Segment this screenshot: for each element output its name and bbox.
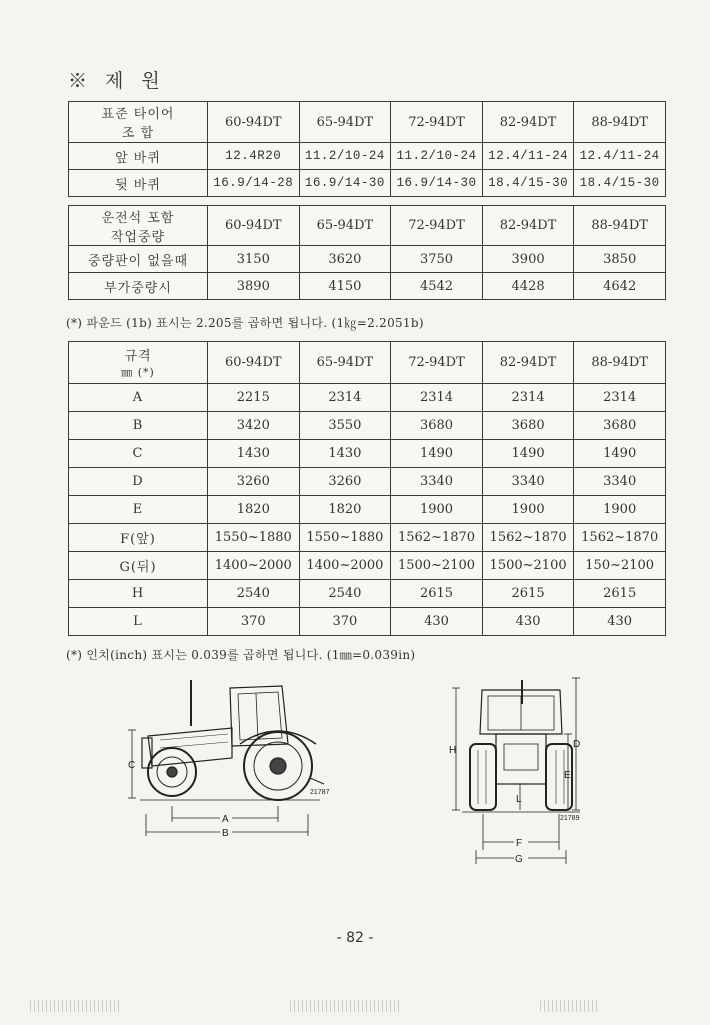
model-header: 82-94DT: [482, 206, 574, 246]
cell: 3420: [208, 412, 300, 440]
row-label: 앞 바퀴: [69, 143, 208, 170]
cell: 2615: [482, 580, 574, 608]
cell: 3340: [391, 468, 483, 496]
cell: 3260: [299, 468, 391, 496]
scan-artifact: [290, 1000, 400, 1012]
tire-header-line2: 조 합: [121, 126, 155, 141]
row-label: 중량판이 없을때: [69, 246, 208, 273]
row-label: F(앞): [69, 524, 208, 552]
cell: 2215: [208, 384, 300, 412]
cell: 3680: [482, 412, 574, 440]
rear-label-h: H: [449, 745, 457, 756]
cell: 430: [482, 608, 574, 636]
cell: 430: [574, 608, 666, 636]
tire-table: [68, 101, 666, 197]
scan-artifact: [540, 1000, 600, 1012]
side-label-c: C: [128, 760, 136, 771]
table-row: [69, 412, 666, 440]
model-header: 65-94DT: [299, 342, 391, 384]
cell: 1820: [299, 496, 391, 524]
weight-header-line1: 운전석 포함: [101, 210, 175, 226]
row-label: 부가중량시: [69, 273, 208, 300]
cell: 12.4/11-24: [482, 143, 574, 170]
table-row: [69, 273, 666, 300]
model-header: 82-94DT: [482, 102, 574, 143]
row-label: D: [69, 468, 208, 496]
cell: 1400~2000: [299, 552, 391, 580]
row-label: E: [69, 496, 208, 524]
model-header: 72-94DT: [391, 102, 483, 143]
cell: 1562~1870: [391, 524, 483, 552]
table-row: [69, 580, 666, 608]
cell: 16.9/14-30: [391, 170, 483, 197]
table-row: [69, 246, 666, 273]
cell: 2314: [391, 384, 483, 412]
cell: 1490: [482, 440, 574, 468]
model-header: 72-94DT: [391, 206, 483, 246]
cell: 3680: [391, 412, 483, 440]
row-label: A: [69, 384, 208, 412]
dimension-header-line1: 규격: [124, 349, 152, 364]
cell: 3750: [391, 246, 483, 273]
page-title: ※ 제 원: [68, 70, 166, 92]
cell: 1430: [208, 440, 300, 468]
weight-header: [69, 206, 208, 246]
weight-header-line2: 작업중량: [110, 229, 166, 245]
page-number: - 82 -: [336, 930, 374, 946]
cell: 3900: [482, 246, 574, 273]
cell: 2615: [574, 580, 666, 608]
cell: 3260: [208, 468, 300, 496]
cell: 1820: [208, 496, 300, 524]
model-header: 82-94DT: [482, 342, 574, 384]
cell: 2314: [299, 384, 391, 412]
cell: 11.2/10-24: [391, 143, 483, 170]
cell: 3150: [208, 246, 300, 273]
cell: 1900: [574, 496, 666, 524]
cell: 16.9/14-28: [208, 170, 300, 197]
row-label: H: [69, 580, 208, 608]
cell: 370: [299, 608, 391, 636]
side-label-a: A: [222, 814, 229, 825]
cell: 3680: [574, 412, 666, 440]
row-label: G(뒤): [69, 552, 208, 580]
cell: 1500~2100: [391, 552, 483, 580]
cell: 1500~2100: [482, 552, 574, 580]
inch-note: (*) 인치(inch) 표시는 0.039를 곱하면 됩니다. (1㎜=0.039in): [66, 648, 416, 662]
cell: 1550~1880: [208, 524, 300, 552]
cell: 11.2/10-24: [299, 143, 391, 170]
weight-table: [68, 205, 666, 300]
rear-label-g: G: [515, 854, 523, 865]
model-header: 65-94DT: [299, 102, 391, 143]
table-row: [69, 608, 666, 636]
model-header: 88-94DT: [574, 102, 666, 143]
row-label: L: [69, 608, 208, 636]
table-row: [69, 468, 666, 496]
table-row: [69, 170, 666, 197]
row-label: B: [69, 412, 208, 440]
row-label: C: [69, 440, 208, 468]
table-row: [69, 524, 666, 552]
cell: 3550: [299, 412, 391, 440]
cell: 1490: [391, 440, 483, 468]
row-label: 뒷 바퀴: [69, 170, 208, 197]
cell: 4150: [299, 273, 391, 300]
cell: 2540: [208, 580, 300, 608]
cell: 370: [208, 608, 300, 636]
cell: 1490: [574, 440, 666, 468]
cell: 2314: [574, 384, 666, 412]
tractor-rear-view-figure: [440, 674, 590, 870]
cell: 3850: [574, 246, 666, 273]
cell: 1550~1880: [299, 524, 391, 552]
model-header: 72-94DT: [391, 342, 483, 384]
cell: 18.4/15-30: [574, 170, 666, 197]
cell: 150~2100: [574, 552, 666, 580]
dimension-table: [68, 341, 666, 636]
cell: 4428: [482, 273, 574, 300]
table-row: [69, 496, 666, 524]
dimension-header-line2: ㎜ (*): [121, 366, 155, 379]
rear-label-f: F: [516, 838, 523, 849]
cell: 12.4/11-24: [574, 143, 666, 170]
tire-header-line1: 표준 타이어: [101, 107, 175, 122]
model-header: 88-94DT: [574, 342, 666, 384]
dimension-header: [69, 342, 208, 384]
cell: 3620: [299, 246, 391, 273]
rear-figure-number: 21789: [560, 815, 580, 822]
rear-label-e: E: [564, 770, 571, 781]
cell: 1562~1870: [482, 524, 574, 552]
cell: 430: [391, 608, 483, 636]
cell: 2615: [391, 580, 483, 608]
table-row: [69, 384, 666, 412]
cell: 1900: [482, 496, 574, 524]
cell: 16.9/14-30: [299, 170, 391, 197]
cell: 1562~1870: [574, 524, 666, 552]
tractor-side-view-figure: [120, 674, 330, 844]
cell: 18.4/15-30: [482, 170, 574, 197]
cell: 2314: [482, 384, 574, 412]
cell: 4542: [391, 273, 483, 300]
cell: 3340: [574, 468, 666, 496]
cell: 3890: [208, 273, 300, 300]
cell: 1900: [391, 496, 483, 524]
rear-label-d: D: [573, 739, 581, 750]
table-row: [69, 440, 666, 468]
tire-header: [69, 102, 208, 143]
model-header: 60-94DT: [208, 102, 300, 143]
scan-artifact: [30, 1000, 120, 1012]
cell: 3340: [482, 468, 574, 496]
side-figure-number: 21787: [310, 789, 330, 796]
model-header: 65-94DT: [299, 206, 391, 246]
table-row: [69, 143, 666, 170]
cell: 2540: [299, 580, 391, 608]
cell: 1400~2000: [208, 552, 300, 580]
rear-label-l: L: [516, 794, 522, 805]
model-header: 60-94DT: [208, 206, 300, 246]
table-row: [69, 552, 666, 580]
cell: 12.4R20: [208, 143, 300, 170]
pound-note: (*) 파운드 (1b) 표시는 2.205를 곱하면 됩니다. (1㎏=2.2051b): [66, 316, 424, 330]
model-header: 60-94DT: [208, 342, 300, 384]
cell: 4642: [574, 273, 666, 300]
side-label-b: B: [222, 828, 229, 839]
cell: 1430: [299, 440, 391, 468]
model-header: 88-94DT: [574, 206, 666, 246]
